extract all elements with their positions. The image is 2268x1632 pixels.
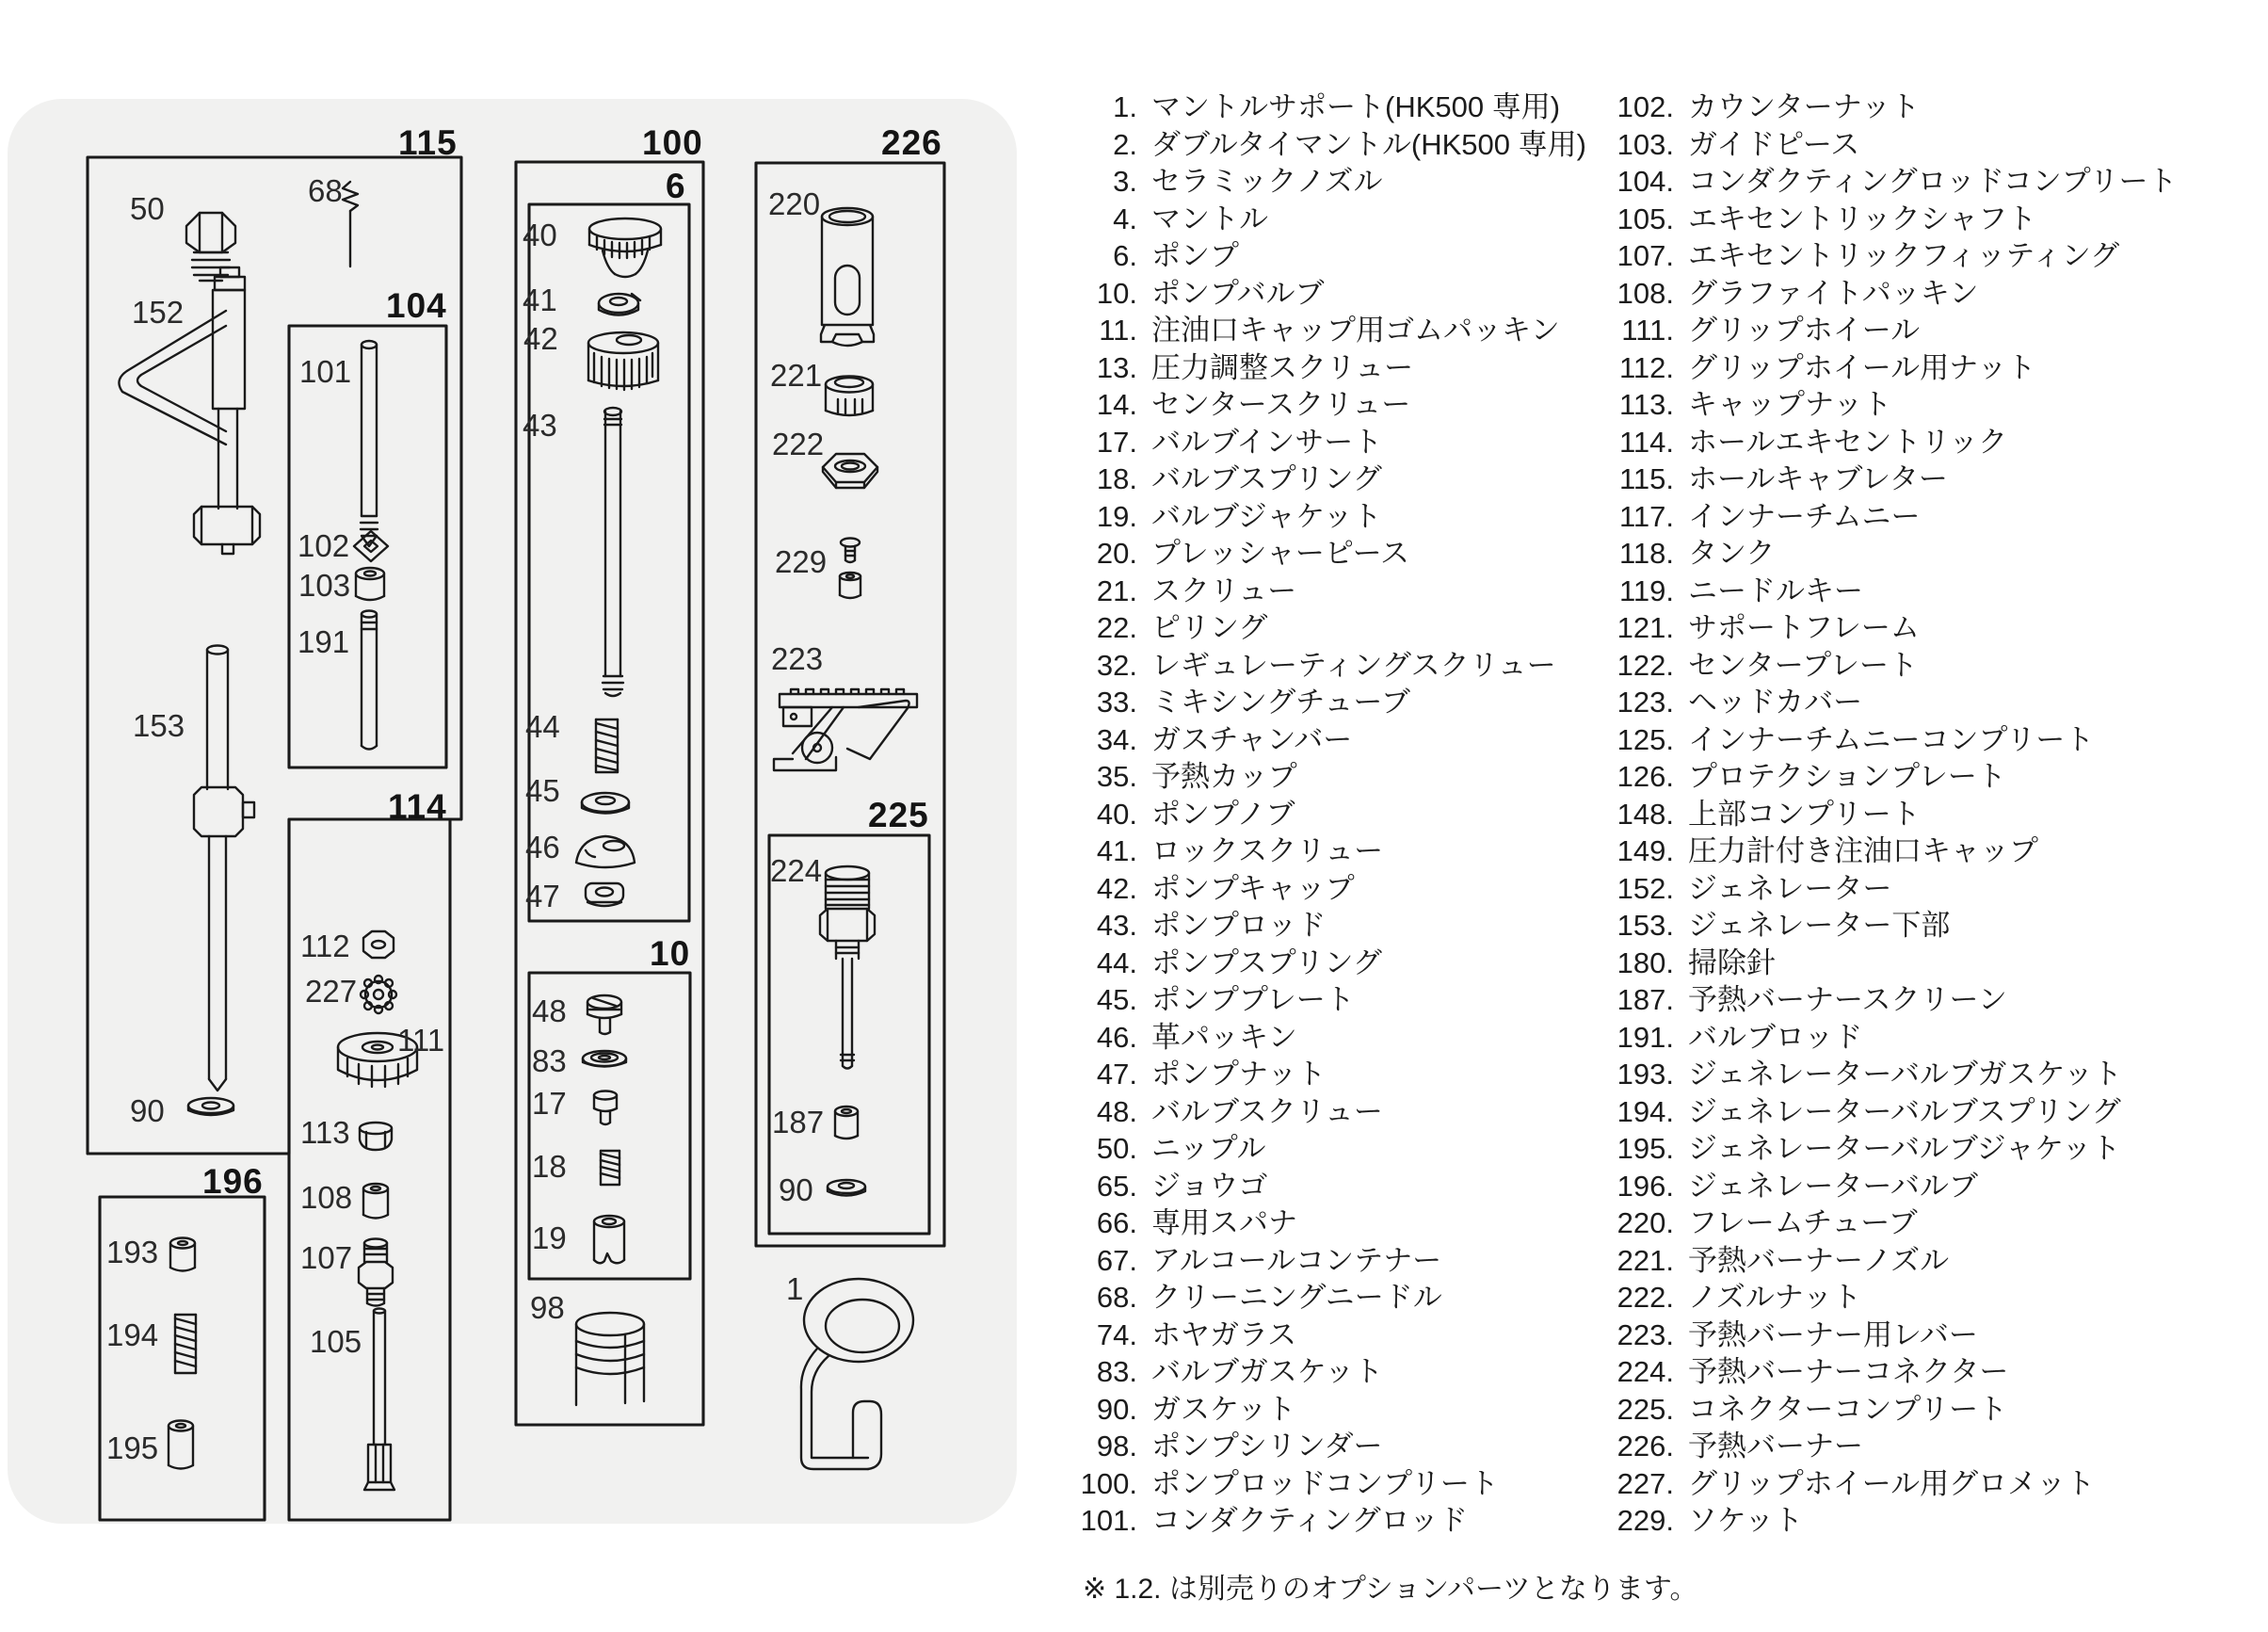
group-number-label-226: 226 — [881, 123, 942, 162]
part-number: 40. — [1096, 797, 1137, 831]
part-name: グリップホイール — [1688, 314, 1921, 347]
parts-list-row — [1593, 201, 2178, 238]
part-number: 193. — [1617, 1058, 1674, 1091]
part-name: 圧力調整スクリュー — [1151, 350, 1414, 384]
part-number: 148. — [1617, 797, 1674, 831]
part-name: ジェネレーターバルブ — [1688, 1169, 1978, 1203]
part-number-label-187: 187 — [772, 1105, 825, 1139]
group-number-label-114: 114 — [388, 787, 447, 826]
parts-list-row — [1071, 609, 1586, 647]
part-name: マントル — [1151, 202, 1268, 235]
part-number-label-193: 193 — [106, 1235, 159, 1269]
part-number-label-152: 152 — [132, 295, 185, 330]
part-number: 115. — [1618, 462, 1674, 495]
part-number: 45. — [1096, 983, 1137, 1016]
part-number: 111. — [1621, 314, 1674, 347]
part-number-label-195: 195 — [106, 1430, 159, 1465]
part-number: 1. — [1113, 90, 1137, 123]
part-number-label-103: 103 — [298, 568, 351, 603]
parts-list-row — [1071, 1502, 1586, 1540]
part-name: 予熱バーナースクリーン — [1688, 983, 2007, 1016]
parts-list-row — [1071, 201, 1586, 238]
part-number-label-102: 102 — [298, 528, 350, 563]
part-name: センタースクリュー — [1151, 388, 1411, 421]
part-number-label-111: 111 — [397, 1023, 445, 1058]
parts-list-row — [1593, 1019, 2178, 1057]
part-name: 注油口キャップ用ゴムパッキン — [1151, 314, 1560, 347]
parts-list-row — [1593, 275, 2178, 313]
part-number: 117. — [1618, 499, 1674, 533]
part-number: 22. — [1096, 611, 1137, 644]
part-number: 103. — [1617, 127, 1674, 161]
part-name: キャップナット — [1688, 388, 1892, 421]
part-name: ジェネレーターバルブジャケット — [1688, 1132, 2121, 1165]
parts-list-row — [1593, 1428, 2178, 1465]
parts-list-row — [1071, 1428, 1586, 1465]
parts-list-row — [1071, 1093, 1586, 1131]
parts-list-row — [1071, 312, 1586, 349]
part-number: 222. — [1617, 1281, 1674, 1314]
parts-list-row — [1593, 945, 2178, 982]
part-number: 35. — [1096, 760, 1137, 793]
part-name: クリーニングニードル — [1151, 1281, 1442, 1314]
parts-list-row — [1071, 796, 1586, 833]
part-number-label-227: 227 — [305, 974, 358, 1009]
part-name: グラファイトパッキン — [1688, 276, 1979, 310]
part-number-label-223: 223 — [771, 641, 824, 676]
part-number: 113. — [1618, 388, 1674, 421]
part-number: 112. — [1618, 350, 1674, 384]
part-name: センタープレート — [1688, 648, 1918, 682]
part-name: ポンプシリンダー — [1151, 1430, 1383, 1462]
parts-list-row — [1593, 832, 2178, 870]
part-number-label-98: 98 — [530, 1290, 565, 1325]
parts-list-row — [1593, 1130, 2178, 1168]
parts-list-row — [1071, 721, 1586, 759]
part-name: ヘッドカバー — [1688, 686, 1863, 719]
parts-list-row — [1071, 684, 1586, 721]
part-name: ポンプスプリング — [1151, 945, 1382, 979]
part-name: 専用スパナ — [1151, 1206, 1297, 1239]
parts-list-row — [1593, 237, 2178, 275]
parts-list-row — [1593, 1056, 2178, 1093]
part-number: 43. — [1096, 909, 1137, 942]
part-number-label-194: 194 — [106, 1317, 159, 1352]
parts-list-row — [1593, 1242, 2178, 1280]
part-number: 220. — [1617, 1206, 1674, 1239]
parts-list-row — [1593, 609, 2178, 647]
part-number: 194. — [1617, 1094, 1674, 1128]
part-name: 掃除針 — [1688, 945, 1776, 979]
part-number: 6. — [1113, 239, 1137, 272]
part-name: プロテクションプレート — [1688, 760, 2006, 793]
part-number: 17. — [1096, 425, 1137, 459]
parts-list-row — [1071, 1130, 1586, 1168]
parts-list-row — [1071, 535, 1586, 573]
group-number-label-225: 225 — [868, 796, 929, 834]
part-name: エキセントリックフィッティング — [1688, 239, 2120, 272]
part-name: ポンプロッド — [1151, 909, 1327, 942]
part-number: 114. — [1618, 425, 1674, 459]
part-number: 196. — [1617, 1169, 1674, 1203]
part-name: ポンププレート — [1151, 983, 1355, 1016]
parts-list-row — [1593, 1465, 2178, 1503]
part-number-label-107: 107 — [300, 1240, 353, 1275]
part-name: バルブインサート — [1151, 425, 1383, 459]
parts-list-row — [1071, 832, 1586, 870]
part-number: 32. — [1096, 648, 1137, 682]
part-name: カウンターナット — [1688, 90, 1921, 123]
part-name: ガスケット — [1151, 1392, 1296, 1426]
part-name: アルコールコンテナー — [1151, 1243, 1442, 1277]
group-number-label-196: 196 — [202, 1162, 264, 1201]
part-name: ホヤガラス — [1151, 1317, 1297, 1351]
part-name: 予熱バーナーコネクター — [1688, 1355, 2009, 1388]
part-number: 4. — [1113, 202, 1137, 235]
part-number: 227. — [1617, 1466, 1674, 1500]
parts-list-row — [1593, 573, 2178, 610]
part-name: ホールキャブレター — [1688, 462, 1948, 495]
part-name: エキセントリックシャフト — [1688, 202, 2037, 235]
part-number: 105. — [1617, 202, 1674, 235]
part-name: ニップル — [1151, 1132, 1266, 1165]
part-name: ロックスクリュー — [1151, 834, 1384, 867]
part-number: 20. — [1096, 537, 1137, 570]
part-number: 34. — [1096, 722, 1137, 756]
parts-list-row — [1071, 163, 1586, 201]
part-number: 229. — [1617, 1504, 1674, 1537]
parts-list-row — [1071, 237, 1586, 275]
part-number-label-40: 40 — [523, 218, 557, 252]
part-name: ニードルキー — [1688, 574, 1863, 607]
part-number: 108. — [1617, 276, 1674, 310]
part-name: インナーチムニー — [1688, 499, 1921, 533]
part-number: 225. — [1617, 1392, 1674, 1426]
part-number: 223. — [1617, 1317, 1674, 1351]
part-number: 107. — [1617, 239, 1674, 272]
parts-list-row — [1071, 981, 1586, 1019]
part-name: 予熱カップ — [1151, 760, 1297, 793]
part-number: 221. — [1617, 1243, 1674, 1277]
part-name: 予熱バーナーノズル — [1688, 1243, 1950, 1277]
part-name: ホールエキセントリック — [1688, 425, 2008, 459]
part-number-label-112: 112 — [300, 929, 350, 963]
part-number: 48. — [1096, 1094, 1137, 1128]
part-name: ジョウゴ — [1151, 1169, 1268, 1203]
part-number: 3. — [1113, 165, 1137, 198]
parts-list-row — [1593, 796, 2178, 833]
part-number-label-220: 220 — [768, 186, 821, 221]
parts-list-row — [1593, 424, 2178, 461]
parts-list-row — [1593, 1204, 2178, 1242]
part-name: マントルサポート(HK500 専用) — [1151, 90, 1561, 123]
parts-list-row — [1593, 1279, 2178, 1317]
part-name: ジェネレーターバルブガスケット — [1688, 1058, 2122, 1091]
part-name: グリップホイール用グロメット — [1688, 1466, 2096, 1500]
parts-list-row — [1071, 1465, 1586, 1503]
part-name: ポンプ — [1151, 239, 1239, 272]
part-number-label-47: 47 — [525, 879, 560, 913]
parts-list-column-2 — [1593, 89, 2178, 1540]
parts-list-row — [1071, 1168, 1586, 1205]
part-name: 予熱バーナー — [1688, 1430, 1863, 1462]
part-number-label-83: 83 — [532, 1043, 567, 1078]
parts-list-row — [1071, 1056, 1586, 1093]
parts-list-row — [1593, 312, 2178, 349]
part-number: 102. — [1617, 90, 1674, 123]
part-name: ポンプバルブ — [1151, 276, 1325, 310]
parts-list-row — [1071, 1204, 1586, 1242]
parts-list-row — [1071, 758, 1586, 796]
parts-list-row — [1071, 275, 1586, 313]
part-number: 18. — [1096, 462, 1137, 495]
exploded-diagram-panel — [0, 0, 1026, 1632]
part-number: 152. — [1617, 871, 1674, 905]
part-number: 46. — [1096, 1020, 1137, 1054]
part-number: 2. — [1113, 127, 1137, 161]
part-name: プレッシャーピース — [1151, 537, 1410, 570]
part-number: 50. — [1096, 1132, 1137, 1165]
parts-list-row — [1593, 1502, 2178, 1540]
part-name: バルブジャケット — [1151, 499, 1382, 533]
option-parts-footnote: ※ 1.2. は別売りのオプションパーツとなります。 — [1083, 1574, 1698, 1605]
part-number: 126. — [1617, 760, 1674, 793]
part-name: バルブスクリュー — [1151, 1094, 1383, 1128]
part-name: ノズルナット — [1688, 1281, 1862, 1314]
part-number-label-46: 46 — [525, 830, 560, 864]
part-number: 14. — [1096, 388, 1137, 421]
part-number: 19. — [1096, 499, 1137, 533]
part-number: 226. — [1617, 1430, 1674, 1462]
part-number: 74. — [1096, 1317, 1137, 1351]
parts-list-row — [1593, 126, 2178, 164]
part-number-label-44: 44 — [525, 709, 560, 744]
part-number: 149. — [1617, 834, 1674, 867]
parts-list-row — [1593, 461, 2178, 498]
part-number: 98. — [1096, 1430, 1137, 1462]
parts-list-row — [1071, 573, 1586, 610]
parts-list-row — [1593, 535, 2178, 573]
part-name: レギュレーティングスクリュー — [1151, 648, 1556, 682]
parts-list-row — [1071, 1019, 1586, 1057]
part-number: 68. — [1096, 1281, 1137, 1314]
part-number-label-108: 108 — [300, 1180, 353, 1215]
part-number: 21. — [1096, 574, 1137, 607]
part-number: 101. — [1080, 1504, 1137, 1537]
parts-list-row — [1593, 721, 2178, 759]
part-number: 153. — [1617, 909, 1674, 942]
part-number: 121. — [1617, 611, 1674, 644]
part-number: 90. — [1096, 1392, 1137, 1426]
part-name: スクリュー — [1151, 574, 1297, 607]
parts-list-row — [1593, 1353, 2178, 1391]
part-name: サポートフレーム — [1688, 611, 1920, 644]
parts-list-column-1 — [1071, 89, 1586, 1540]
parts-list-row — [1071, 1317, 1586, 1354]
part-name: グリップホイール用ナット — [1688, 350, 2036, 384]
group-number-label-10: 10 — [650, 934, 691, 973]
parts-list-row — [1593, 386, 2178, 424]
part-number-label-68: 68 — [308, 173, 343, 208]
part-name: タンク — [1688, 537, 1776, 570]
part-name: ジェネレーターバルブスプリング — [1688, 1094, 2121, 1128]
parts-list-row — [1593, 870, 2178, 908]
part-number: 33. — [1096, 686, 1137, 719]
part-number-label-105: 105 — [310, 1324, 362, 1359]
part-number: 66. — [1096, 1206, 1137, 1239]
part-name: バルブスプリング — [1151, 462, 1382, 495]
parts-list-row — [1593, 1168, 2178, 1205]
parts-list-row — [1071, 907, 1586, 945]
part-number: 122. — [1617, 648, 1674, 682]
part-number: 195. — [1617, 1132, 1674, 1165]
part-number-label-90: 90 — [779, 1172, 813, 1207]
group-number-label-6: 6 — [666, 167, 686, 205]
part-number: 123. — [1617, 686, 1674, 719]
part-number-label-50: 50 — [130, 191, 165, 226]
part-number-label-222: 222 — [772, 427, 825, 461]
part-number: 42. — [1096, 871, 1137, 905]
parts-list-row — [1593, 684, 2178, 721]
parts-list-row — [1593, 647, 2178, 685]
part-name: コンダクティングロッド — [1151, 1504, 1469, 1537]
part-number-label-45: 45 — [525, 773, 560, 808]
parts-list-row — [1593, 981, 2178, 1019]
part-number: 104. — [1617, 165, 1674, 198]
part-number-label-90: 90 — [130, 1093, 165, 1128]
part-name: ピリング — [1151, 611, 1268, 644]
part-name: コンダクティングロッドコンプリート — [1688, 165, 2178, 198]
part-name: インナーチムニーコンプリート — [1688, 722, 2095, 756]
part-name: 革パッキン — [1151, 1020, 1297, 1054]
part-number-label-229: 229 — [775, 544, 828, 579]
parts-list-row — [1071, 89, 1586, 126]
part-number: 125. — [1617, 722, 1674, 756]
parts-list-row — [1593, 1317, 2178, 1354]
parts-list-row — [1071, 424, 1586, 461]
parts-list-row — [1071, 1353, 1586, 1391]
parts-list-row — [1071, 349, 1586, 387]
part-name: 圧力計付き注油口キャップ — [1688, 834, 2038, 867]
parts-list-row — [1593, 907, 2178, 945]
parts-list-row — [1071, 461, 1586, 498]
part-number: 44. — [1096, 945, 1137, 979]
part-number: 47. — [1096, 1058, 1137, 1091]
parts-list-row — [1071, 1279, 1586, 1317]
part-number: 65. — [1096, 1169, 1137, 1203]
part-name: ポンプキャップ — [1151, 871, 1355, 905]
part-name: ダブルタイマントル(HK500 専用) — [1151, 127, 1586, 161]
parts-list-row — [1593, 1391, 2178, 1429]
part-number: 10. — [1096, 276, 1137, 310]
parts-list-row — [1071, 647, 1586, 685]
part-name: バルブガスケット — [1151, 1355, 1384, 1388]
part-name: バルブロッド — [1688, 1020, 1863, 1054]
part-number: 187. — [1617, 983, 1674, 1016]
parts-list-row — [1071, 945, 1586, 982]
part-number-label-42: 42 — [523, 321, 558, 356]
part-name: ポンプロッドコンプリート — [1151, 1466, 1499, 1500]
part-number-label-48: 48 — [532, 994, 567, 1028]
part-name: ソケット — [1688, 1504, 1804, 1537]
part-number-label-101: 101 — [299, 354, 352, 389]
parts-list-row — [1071, 498, 1586, 536]
part-name: ジェネレーター下部 — [1688, 909, 1951, 942]
part-number: 180. — [1617, 945, 1674, 979]
part-number: 191. — [1617, 1020, 1674, 1054]
part-number: 13. — [1096, 350, 1137, 384]
part-number-label-19: 19 — [532, 1220, 567, 1255]
part-number-label-191: 191 — [298, 624, 350, 659]
part-number-label-18: 18 — [532, 1149, 567, 1184]
group-number-label-104: 104 — [386, 286, 447, 325]
part-name: コネクターコンプリート — [1688, 1392, 2008, 1426]
part-number: 83. — [1096, 1355, 1137, 1388]
part-name: ガイドピース — [1688, 127, 1860, 161]
parts-list-row — [1593, 163, 2178, 201]
group-number-label-115: 115 — [398, 123, 458, 162]
part-number: 67. — [1096, 1243, 1137, 1277]
part-number: 100. — [1080, 1466, 1137, 1500]
group-number-label-100: 100 — [642, 123, 703, 162]
part-name: ポンプノブ — [1151, 797, 1295, 831]
parts-list-row — [1071, 1242, 1586, 1280]
part-number: 224. — [1617, 1355, 1674, 1388]
parts-list-row — [1593, 89, 2178, 126]
parts-list-row — [1593, 498, 2178, 536]
part-number-label-221: 221 — [770, 358, 823, 393]
part-name: ミキシングチューブ — [1151, 686, 1410, 719]
part-number-label-43: 43 — [523, 408, 557, 443]
part-name: セラミックノズル — [1151, 165, 1383, 198]
parts-list-row — [1593, 1093, 2178, 1131]
part-number: 41. — [1096, 834, 1137, 867]
part-number: 11. — [1099, 314, 1137, 347]
part-number-label-113: 113 — [300, 1115, 350, 1150]
parts-list-row — [1593, 758, 2178, 796]
part-name: ガスチャンバー — [1151, 722, 1353, 756]
part-number-label-1: 1 — [786, 1271, 804, 1306]
part-number-label-153: 153 — [133, 708, 185, 743]
part-number-label-224: 224 — [770, 853, 823, 888]
part-number-label-41: 41 — [523, 283, 557, 317]
parts-list-row — [1071, 386, 1586, 424]
parts-list-row — [1071, 126, 1586, 164]
part-number: 118. — [1618, 537, 1674, 570]
part-name: 予熱バーナー用レバー — [1688, 1317, 1978, 1351]
parts-list-row — [1593, 349, 2178, 387]
parts-list-row — [1071, 1391, 1586, 1429]
part-name: ポンプナット — [1151, 1058, 1327, 1091]
part-number: 119. — [1618, 574, 1674, 607]
part-name: ジェネレーター — [1688, 871, 1892, 905]
part-name: 上部コンプリート — [1688, 797, 1921, 831]
part-name: フレームチューブ — [1688, 1206, 1918, 1239]
part-number-label-17: 17 — [532, 1086, 567, 1121]
parts-list-row — [1071, 870, 1586, 908]
